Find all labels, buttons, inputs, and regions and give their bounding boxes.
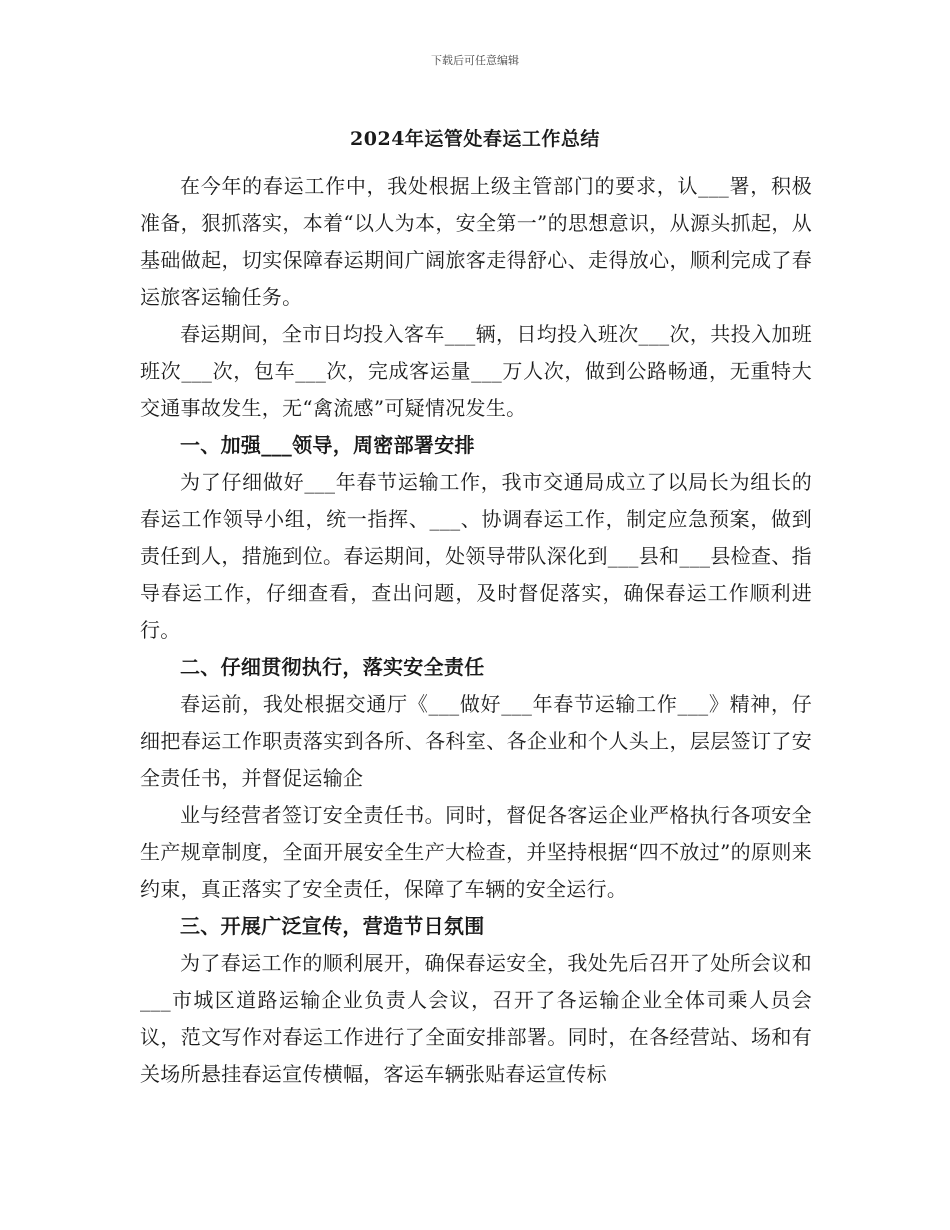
paragraph-statistics: 春运期间，全市日均投入客车___辆，日均投入班次___次，共投入加班班次___次，包车___次，完成客运量___万人次，做到公路畅通，无重特大交通事故发生，无“禽流感”可疑情况发生。 <box>140 322 812 420</box>
paragraph-section-3: 为了春运工作的顺利展开，确保春运安全，我处先后召开了处所会议和___市城区道路运输企业负责人会议，召开了各运输企业全体司乘人员会议，范文写作对春运工作进行了全面安排部署。同时，在各经营站、场和有关场所悬挂春运宣传横幅，客运车辆张贴春运宣传标 <box>140 951 812 1086</box>
paragraph-intro: 在今年的春运工作中，我处根据上级主管部门的要求，认___署，积极准备，狠抓落实，本着“以人为本，安全第一”的思想意识，从源头抓起，从基础做起，切实保障春运期间广阔旅客走得舒心、走得放心，顺利完成了春运旅客运输任务。 <box>140 174 812 309</box>
document-title: 2024年运管处春运工作总结 <box>350 128 600 150</box>
paragraph-section-1: 为了仔细做好___年春节运输工作，我市交通局成立了以局长为组长的春运工作领导小组，统一指挥、___、协调春运工作，制定应急预案，做到责任到人，措施到位。春运期间，处领导带队深化到___县和___县检查、指导春运工作，仔细查看，查出问题，及时督促落实，确保春运工作顺利进行。 <box>140 470 812 642</box>
paragraph-section-2b: 业与经营者签订安全责任书。同时，督促各客运企业严格执行各项安全生产规章制度，全面开展安全生产大检查，并坚持根据“四不放过”的原则来约束，真正落实了安全责任，保障了车辆的安全运行。 <box>140 803 812 901</box>
document-body <box>140 168 812 1093</box>
section-heading-1: 一、加强___领导，周密部署安排 <box>180 433 475 457</box>
paragraph-section-2a: 春运前，我处根据交通厅《___做好___年春节运输工作___》精神，仔细把春运工作职责落实到各所、各科室、各企业和个人头上，层层签订了安全责任书，并督促运输企 <box>140 692 812 790</box>
page-header-note: 下载后可任意编辑 <box>431 54 519 67</box>
section-heading-2: 二、仔细贯彻执行，落实安全责任 <box>180 655 485 679</box>
section-heading-3: 三、开展广泛宣传，营造节日氛围 <box>180 914 485 938</box>
